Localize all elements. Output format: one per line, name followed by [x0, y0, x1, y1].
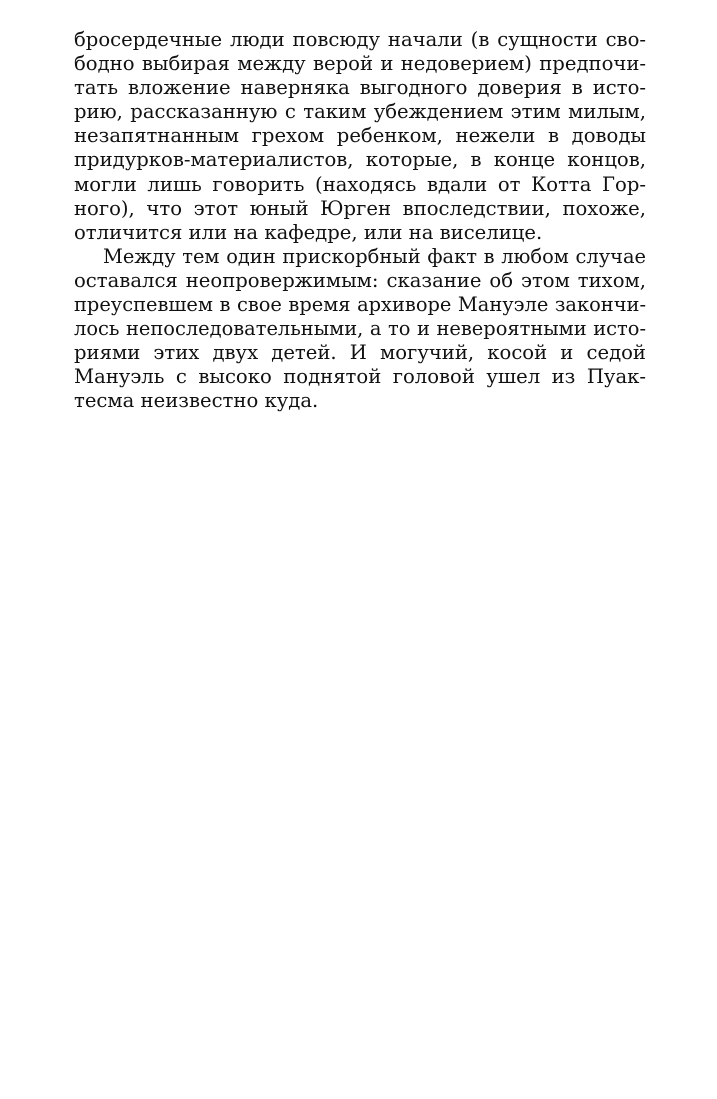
text-line: отличится или на кафедре, или на виселице.: [74, 220, 543, 244]
text-line: преуспевшем в свое время архиворе Мануэле закончи-: [74, 293, 646, 317]
text-line: ного), что этот юный Юрген впоследствии, похоже,: [74, 196, 646, 220]
text-line: придурков-материалистов, которые, в конце концов,: [74, 148, 646, 172]
text-line: Мануэль с высоко поднятой головой ушел из Пуак-: [74, 365, 646, 389]
text-line: бросердечные люди повсюду начали (в сущности сво-: [74, 28, 646, 51]
text-line: тать вложение наверняка выгодного доверия в исто-: [74, 76, 646, 100]
page-body: [74, 28, 646, 414]
text-line: риями этих двух детей. И могучий, косой и седой: [74, 341, 646, 365]
text-line: бодно выбирая между верой и недоверием) предпочи-: [74, 52, 646, 76]
text-line: тесма неизвестно куда.: [74, 389, 319, 413]
paragraph-1: [74, 28, 646, 245]
text-line: оставался неопровержимым: сказание об этом тихом,: [74, 268, 646, 292]
text-line: Между тем один прискорбный факт в любом случае: [103, 244, 646, 268]
text-line: могли лишь говорить (находясь вдали от Котта Гор-: [74, 172, 646, 196]
paragraph-2: [74, 245, 646, 414]
text-line: лось непоследовательными, а то и невероятными исто-: [74, 317, 646, 341]
text-line: рию, рассказанную с таким убеждением этим милым,: [74, 100, 646, 124]
text-line: незапятнанным грехом ребенком, нежели в доводы: [74, 124, 646, 148]
